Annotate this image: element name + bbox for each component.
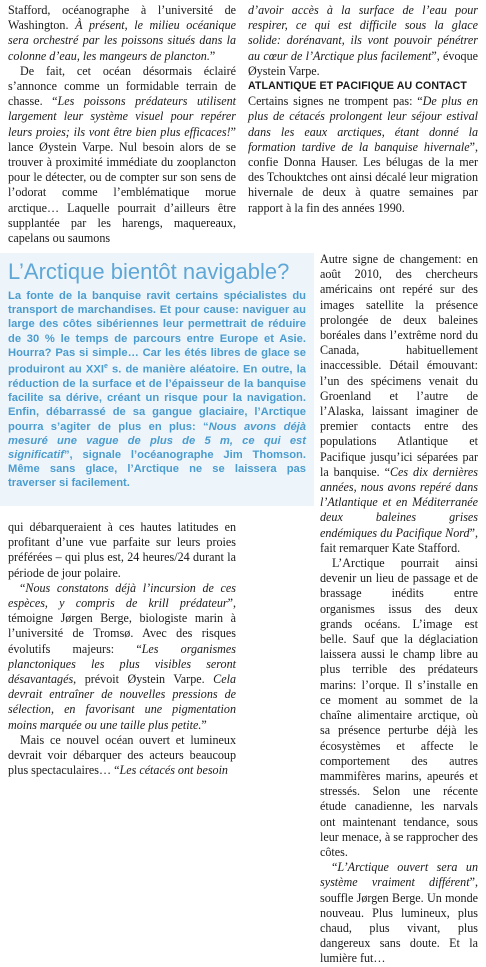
paragraph: [8, 581, 236, 733]
text-run: e: [103, 363, 108, 371]
italic-quote: À présent, le milieu océanique sera orchestré par les poissons situés dans la colonne d’eau, les mangeurs de plancton.: [8, 18, 236, 63]
text-run: ”, souffle Jørgen Berge. Un monde nouveau. Plus lumineux, plus chaud, plus vivant, plus dangereux sans doute. Et la lumière fut…: [320, 875, 478, 966]
text-run: ”, confie Donna Hauser. Les bélugas de la mer des Tchouktches ont ainsi décalé leur migration hivernale de deux à quatre semaines par rapport à la fin des années 1990.: [248, 139, 478, 215]
paragraph: [248, 3, 478, 79]
paragraph: [8, 64, 236, 246]
column-left-top: [8, 3, 236, 246]
italic-quote: Les cétacés ont besoin: [119, 763, 228, 778]
text-run: ”, évoque Øystein Varpe.: [248, 48, 478, 78]
column-right-top: [248, 3, 478, 216]
text-run: Stafford, océanographe à l’université de Washington.: [8, 3, 236, 33]
right-top-text: [248, 3, 478, 79]
italic-quote: Cela devrait entraîner de nouvelles pressions de sélection, en favorisant une pigmentation moins marquée ou une taille plus petite.: [8, 672, 236, 732]
text-run: Mais ce nouvel océan ouvert et lumineux devrait voir débarquer des acteurs beaucoup plus spectaculaires… “: [8, 732, 236, 778]
paragraph: [8, 520, 236, 581]
sidebar-title: L’Arctique bientôt navigable?: [8, 259, 290, 284]
text-run: Certains signes ne trompent pas: “: [248, 94, 423, 109]
text-run: “: [332, 860, 338, 875]
section-subheading: ATLANTIQUE ET PACIFIQUE AU CONTACT: [248, 80, 467, 93]
text-run: ”, témoigne Jørgen Berge, biologiste marin à l’université de Tromsø. Avec des risques évolutifs majeurs: “: [8, 596, 236, 656]
italic-quote: Nous avons déjà mesuré une vague de plus de 5 m, ce qui est significatif: [8, 420, 306, 461]
italic-quote: d’avoir accès à la surface de l’eau pour respirer, ce qui est difficile sous la glace solide: dorénavant, ils vont pouvoir pénétrer au cœur de l’Arctique plus facilement: [248, 3, 478, 63]
paragraph: [8, 733, 236, 779]
text-run: Autre signe de changement: en août 2010, des chercheurs américains ont repéré sur des images satellite la présence prolongée de deux baleines boréales dans l’extrême nord du Canada, habituellement inaccessible. Détail émouvant: l’un des spécimens venait du Groenland et l’autre de l’Alaska, laissant imaginer de premier contacts entre des populations Atlantique et Pacifique jusqu’ici séparées par la banquise. “: [320, 252, 478, 479]
italic-quote: Nous constatons déjà l’incursion de ces espèces, y compris de krill prédateur: [8, 580, 236, 611]
italic-quote: De plus en plus de cétacés prolongent leur séjour estival dans les eaux arctiques, étant donné la formation tardive de la banquise hivernale: [248, 94, 478, 154]
text-run: qui débarqueraient à ces hautes latitudes en profitant d’une vue parfaite sur leurs proies préférées – qui plus est, 24 heures/24 durant la période de jour polaire.: [8, 520, 236, 580]
text-run: , prévoit Øystein Varpe.: [73, 672, 214, 687]
paragraph: [8, 3, 236, 64]
text-run: s. de manière aléatoire. En outre, la réduction de la surface et de l’épaisseur de la banquise facilite sa dérive, créant un risque pour la navigation. Enfin, débarrassé de sa gangue glaciaire, l’Arctique pourra s’agiter de plus en plus: “: [8, 363, 306, 433]
text-run: ”, fait remarquer Kate Stafford.: [320, 525, 478, 555]
italic-quote: Ces dix dernières années, nous avons repéré dans l’Atlantique et en Méditerranée deux baleines grises endémiques du Pacifique Nord: [320, 464, 478, 540]
right-sub-text: [248, 94, 478, 216]
italic-quote: L’Arctique ouvert sera un système vraiment différent: [320, 860, 478, 890]
text-run: De fait, cet océan désormais éclairé s’annonce comme un formidable terrain de chasse. “: [8, 63, 236, 109]
column-left-bottom: [8, 520, 236, 778]
italic-quote: Les poissons prédateurs utilisent largement leur système visuel pour repérer leurs proies; ils vont être bien plus efficaces!: [8, 94, 236, 139]
text-run: “: [20, 580, 26, 595]
text-run: ”: [201, 717, 207, 732]
paragraph: [248, 94, 478, 216]
text-run: ” lance Øystein Varpe. Nul besoin alors de se trouver à proximité immédiate du zooplancton pour le détecter, ou de compter sur son sens de l’odorat comme l’emblématique morue arctique… Laquelle pourrait d’ailleurs être supplantée par les harengs, maquereaux, capelans ou saumons: [8, 124, 236, 246]
paragraph: [320, 860, 478, 966]
text-run: La fonte de la banquise ravit certains spécialistes du transport de marchandises. Et pour cause: naviguer au large des côtes sibériennes leur permettrait de réduire de 30 % le temps de parcours entre Europe et Asie. Hourra? Pas si simple… Car les étés libres de glace se produiront au XXI: [8, 290, 306, 376]
column-right-middle: [248, 252, 478, 967]
paragraph: [320, 252, 478, 556]
italic-quote: Les organismes planctoniques les plus visibles seront désavantagés: [8, 641, 236, 687]
text-run: L’Arctique pourrait ainsi devenir un lieu de passage et de brassage inédits entre organismes issus des deux grands océans. L’image est belle. Sauf que la déglaciation laissera aussi le champ libre au plus terrible des prédateurs marins: l’orque. Il s’installe en ce moment au sommet de la chaîne alimentaire arctique, où sa présence perturbe déjà les écosystèmes et affecte le comportement des autres mammifères marins, apeurés et stressés. Selon une récente étude canadienne, les narvals ont maintenant tendance, sous leur menace, à se rapprocher des côtes.: [320, 556, 478, 859]
text-run: ”: [209, 48, 216, 63]
paragraph: [320, 556, 478, 860]
text-run: ”, signale l’océanographe Jim Thomson. Même sans glace, l’Arctique ne se laissera pas traverser si facilement.: [8, 448, 306, 490]
